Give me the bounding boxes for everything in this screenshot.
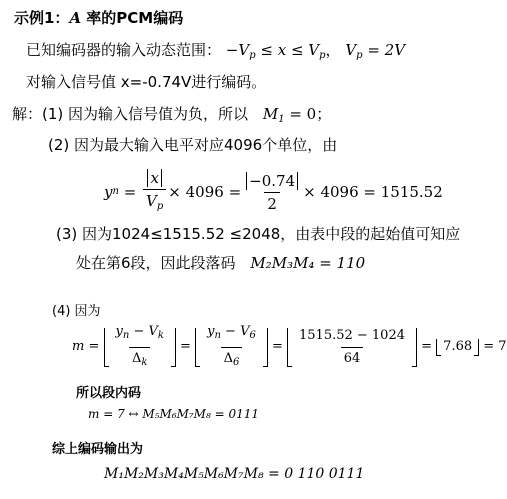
step2: (2) 因为最大输入电平对应4096个单位，由	[48, 136, 338, 154]
step1: 解：(1) 因为输入信号值为负，所以 $M_1 = 0$；	[12, 105, 332, 125]
summary-label: 综上编码输出为	[52, 442, 144, 457]
step1-formula: $M_1 = 0$	[262, 105, 317, 125]
intra-segment-label: 所以段内码	[76, 386, 142, 401]
example-title: 示例1：A 率的PCM编码	[14, 9, 184, 27]
m-equation: m = $\frac{y_n - V_k}{\Delta_k}$ = $\frac{y_n - V_6}{\Delta_6}$ = $\frac{1515.52 - 1024}{64}$ = 7.68 = 7	[72, 324, 507, 370]
yn-equation: y n = $\frac{x}{V_p}$ × 4096 = $\frac{-0.74}{2}$ × 4096 = 1515.52	[104, 170, 443, 214]
floor-term-4: 7.68	[436, 337, 479, 357]
fraction-x-over-vp: $\frac{x}{V_p}$	[143, 169, 166, 216]
step4: (4) 因为	[52, 304, 101, 319]
input-value-line: 对输入信号值 x=-0.74V进行编码。	[26, 73, 267, 91]
floor-term-1: $\frac{y_n - V_k}{\Delta_k}$	[104, 323, 176, 372]
range-expression: $-V_p \le x \le V_p$， $V_p = 2V$	[225, 41, 406, 61]
final-code-formula: M₁M₂M₃M₄M₅M₆M₇M₈ = 0 110 0111	[104, 466, 365, 482]
floor-term-2: $\frac{y_n - V_6}{\Delta_6}$	[195, 323, 268, 372]
floor-term-3: $\frac{1515.52 - 1024}{64}$	[287, 327, 417, 368]
segment-code-formula: M₂M₃M₄ = 110	[250, 254, 366, 272]
input-range-line: 已知编码器的输入动态范围： $-V_p \le x \le V_p$， $V_p = 2V$	[26, 41, 406, 61]
step3-line1: (3) 因为1024≤1515.52 ≤2048，由表中段的起始值可知应	[56, 225, 461, 243]
step3-line2: 处在第6段，因此段落码 M₂M₃M₄ = 110	[76, 254, 366, 272]
intra-segment-formula: m = 7 ↔ M₅M₆M₇M₈ = 0111	[88, 407, 259, 421]
fraction-074-over-2: $\frac{-0.74}{2}$	[243, 172, 301, 213]
